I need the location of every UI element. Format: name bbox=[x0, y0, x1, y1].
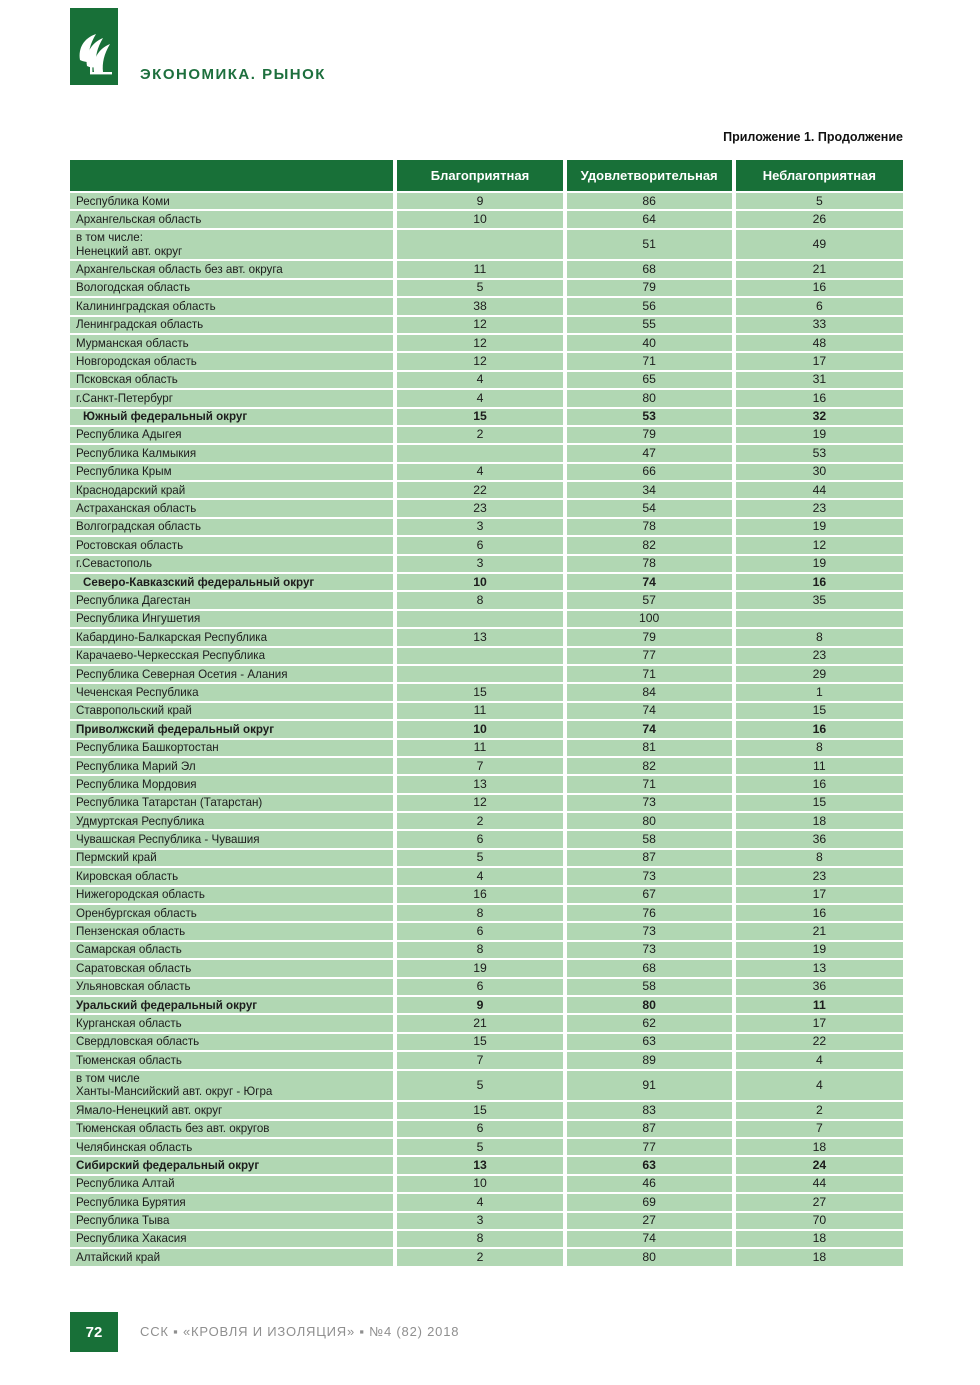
table-row bbox=[70, 665, 903, 683]
value-cell: 6 bbox=[395, 536, 564, 554]
page-number-badge: 72 bbox=[70, 1312, 118, 1352]
table-row bbox=[70, 610, 903, 628]
value-cell: 26 bbox=[734, 210, 903, 228]
value-cell: 73 bbox=[565, 794, 734, 812]
region-name-cell: Тюменская область без авт. округов bbox=[70, 1120, 395, 1138]
value-cell bbox=[395, 647, 564, 665]
region-name-cell: Чеченская Республика bbox=[70, 683, 395, 701]
value-cell: 12 bbox=[395, 794, 564, 812]
value-cell bbox=[395, 229, 564, 261]
value-cell: 63 bbox=[565, 1156, 734, 1174]
region-name-cell: Оренбургская область bbox=[70, 904, 395, 922]
table-row bbox=[70, 996, 903, 1014]
region-name-cell: Пензенская область bbox=[70, 922, 395, 940]
table-row bbox=[70, 389, 903, 407]
value-cell: 86 bbox=[565, 192, 734, 210]
value-cell: 18 bbox=[734, 812, 903, 830]
value-cell: 79 bbox=[565, 279, 734, 297]
region-name-cell: Свердловская область bbox=[70, 1033, 395, 1051]
region-name-cell: Республика Дагестан bbox=[70, 591, 395, 609]
value-cell: 34 bbox=[565, 481, 734, 499]
table-row bbox=[70, 408, 903, 426]
value-cell: 3 bbox=[395, 555, 564, 573]
value-cell: 77 bbox=[565, 647, 734, 665]
table-row bbox=[70, 830, 903, 848]
value-cell: 4 bbox=[395, 867, 564, 885]
value-cell: 8 bbox=[395, 904, 564, 922]
table-row bbox=[70, 849, 903, 867]
region-name-cell: Ленинградская область bbox=[70, 316, 395, 334]
value-cell: 31 bbox=[734, 371, 903, 389]
region-name-cell: Самарская область bbox=[70, 941, 395, 959]
value-cell: 2 bbox=[395, 812, 564, 830]
region-name-cell: Ростовская область bbox=[70, 536, 395, 554]
table-row bbox=[70, 334, 903, 352]
table-row bbox=[70, 481, 903, 499]
table-row bbox=[70, 536, 903, 554]
value-cell: 10 bbox=[395, 573, 564, 591]
value-cell: 3 bbox=[395, 1212, 564, 1230]
region-name-cell: Карачаево-Черкесская Республика bbox=[70, 647, 395, 665]
value-cell: 79 bbox=[565, 628, 734, 646]
region-name-cell: Республика Ингушетия bbox=[70, 610, 395, 628]
value-cell: 13 bbox=[395, 775, 564, 793]
value-cell: 91 bbox=[565, 1070, 734, 1102]
value-cell: 2 bbox=[395, 426, 564, 444]
region-name-cell: Республика Калмыкия bbox=[70, 444, 395, 462]
table-row bbox=[70, 794, 903, 812]
value-cell: 64 bbox=[565, 210, 734, 228]
value-cell: 71 bbox=[565, 352, 734, 370]
appendix-note: Приложение 1. Продолжение bbox=[723, 130, 903, 144]
value-cell: 44 bbox=[734, 1175, 903, 1193]
table-row bbox=[70, 959, 903, 977]
region-name-cell: Архангельская область без авт. округа bbox=[70, 260, 395, 278]
value-cell: 30 bbox=[734, 463, 903, 481]
value-cell: 89 bbox=[565, 1051, 734, 1069]
value-cell: 83 bbox=[565, 1101, 734, 1119]
table-row bbox=[70, 499, 903, 517]
value-cell: 74 bbox=[565, 1230, 734, 1248]
value-cell: 62 bbox=[565, 1014, 734, 1032]
value-cell: 11 bbox=[395, 260, 564, 278]
table-row bbox=[70, 739, 903, 757]
value-cell: 19 bbox=[734, 555, 903, 573]
region-name-cell: Тюменская область bbox=[70, 1051, 395, 1069]
region-name-cell: Саратовская область bbox=[70, 959, 395, 977]
table-row bbox=[70, 279, 903, 297]
value-cell: 47 bbox=[565, 444, 734, 462]
value-cell: 13 bbox=[395, 628, 564, 646]
region-name-cell: Республика Татарстан (Татарстан) bbox=[70, 794, 395, 812]
value-cell: 16 bbox=[734, 279, 903, 297]
value-cell: 51 bbox=[565, 229, 734, 261]
value-cell: 79 bbox=[565, 426, 734, 444]
value-cell: 68 bbox=[565, 260, 734, 278]
value-cell: 21 bbox=[734, 922, 903, 940]
table-row bbox=[70, 702, 903, 720]
value-cell: 3 bbox=[395, 518, 564, 536]
table-row bbox=[70, 867, 903, 885]
value-cell: 87 bbox=[565, 849, 734, 867]
section-title: ЭКОНОМИКА. РЫНОК bbox=[140, 66, 326, 83]
region-name-cell: Псковская область bbox=[70, 371, 395, 389]
value-cell: 4 bbox=[395, 1193, 564, 1211]
value-cell: 36 bbox=[734, 830, 903, 848]
region-name-cell: Пермский край bbox=[70, 849, 395, 867]
region-name-cell: Ульяновская область bbox=[70, 978, 395, 996]
table-row bbox=[70, 573, 903, 591]
region-name-cell: Нижегородская область bbox=[70, 886, 395, 904]
table-row bbox=[70, 978, 903, 996]
region-name-cell: Уральский федеральный округ bbox=[70, 996, 395, 1014]
value-cell: 4 bbox=[395, 389, 564, 407]
value-cell: 58 bbox=[565, 830, 734, 848]
value-cell: 16 bbox=[395, 886, 564, 904]
value-cell: 84 bbox=[565, 683, 734, 701]
region-name-cell: Республика Хакасия bbox=[70, 1230, 395, 1248]
region-name-cell: Республика Бурятия bbox=[70, 1193, 395, 1211]
table-row bbox=[70, 1193, 903, 1211]
value-cell: 16 bbox=[734, 573, 903, 591]
region-name-cell: Республика Башкортостан bbox=[70, 739, 395, 757]
table-row bbox=[70, 444, 903, 462]
value-cell: 18 bbox=[734, 1248, 903, 1265]
value-cell: 23 bbox=[395, 499, 564, 517]
region-name-cell: Волгоградская область bbox=[70, 518, 395, 536]
column-header-favorable: Благоприятная bbox=[395, 160, 564, 192]
value-cell: 16 bbox=[734, 904, 903, 922]
region-name-cell: Республика Адыгея bbox=[70, 426, 395, 444]
table-row bbox=[70, 1248, 903, 1265]
table-row bbox=[70, 757, 903, 775]
value-cell bbox=[734, 610, 903, 628]
value-cell: 16 bbox=[734, 775, 903, 793]
table-row bbox=[70, 352, 903, 370]
value-cell: 11 bbox=[734, 996, 903, 1014]
region-name-cell: Республика Мордовия bbox=[70, 775, 395, 793]
value-cell: 19 bbox=[734, 426, 903, 444]
value-cell: 40 bbox=[565, 334, 734, 352]
region-name-cell: Ямало-Ненецкий авт. округ bbox=[70, 1101, 395, 1119]
value-cell: 4 bbox=[734, 1070, 903, 1102]
value-cell: 53 bbox=[565, 408, 734, 426]
value-cell: 15 bbox=[395, 683, 564, 701]
region-name-cell: Калининградская область bbox=[70, 297, 395, 315]
value-cell: 23 bbox=[734, 647, 903, 665]
value-cell: 16 bbox=[734, 389, 903, 407]
value-cell: 15 bbox=[734, 794, 903, 812]
value-cell: 74 bbox=[565, 573, 734, 591]
value-cell: 21 bbox=[395, 1014, 564, 1032]
region-name-cell: Северо-Кавказский федеральный округ bbox=[70, 573, 395, 591]
value-cell: 8 bbox=[395, 941, 564, 959]
value-cell: 4 bbox=[734, 1051, 903, 1069]
region-name-cell: г.Санкт-Петербург bbox=[70, 389, 395, 407]
value-cell: 5 bbox=[395, 1138, 564, 1156]
value-cell: 54 bbox=[565, 499, 734, 517]
region-name-cell: в том числе: Ненецкий авт. округ bbox=[70, 229, 395, 261]
region-name-cell: Новгородская область bbox=[70, 352, 395, 370]
value-cell: 67 bbox=[565, 886, 734, 904]
value-cell: 58 bbox=[565, 978, 734, 996]
value-cell: 4 bbox=[395, 463, 564, 481]
value-cell: 9 bbox=[395, 996, 564, 1014]
value-cell: 15 bbox=[395, 408, 564, 426]
value-cell: 68 bbox=[565, 959, 734, 977]
table-row bbox=[70, 1138, 903, 1156]
value-cell: 49 bbox=[734, 229, 903, 261]
value-cell: 82 bbox=[565, 757, 734, 775]
value-cell: 29 bbox=[734, 665, 903, 683]
table-row bbox=[70, 591, 903, 609]
value-cell: 17 bbox=[734, 1014, 903, 1032]
table-row bbox=[70, 1120, 903, 1138]
value-cell: 80 bbox=[565, 996, 734, 1014]
region-column-header bbox=[70, 160, 395, 192]
region-name-cell: Алтайский край bbox=[70, 1248, 395, 1265]
value-cell: 19 bbox=[395, 959, 564, 977]
value-cell: 74 bbox=[565, 720, 734, 738]
value-cell: 12 bbox=[395, 352, 564, 370]
value-cell: 74 bbox=[565, 702, 734, 720]
table-body bbox=[70, 192, 903, 1266]
value-cell: 9 bbox=[395, 192, 564, 210]
value-cell: 22 bbox=[734, 1033, 903, 1051]
value-cell: 7 bbox=[734, 1120, 903, 1138]
table-header-row bbox=[70, 160, 903, 192]
region-name-cell: Чувашская Республика - Чувашия bbox=[70, 830, 395, 848]
value-cell: 8 bbox=[734, 628, 903, 646]
value-cell: 17 bbox=[734, 352, 903, 370]
value-cell: 5 bbox=[395, 849, 564, 867]
value-cell: 80 bbox=[565, 812, 734, 830]
region-name-cell: Республика Коми bbox=[70, 192, 395, 210]
table-row bbox=[70, 1070, 903, 1102]
value-cell: 4 bbox=[395, 371, 564, 389]
footer-journal-line: ССК ▪ «КРОВЛЯ И ИЗОЛЯЦИЯ» ▪ №4 (82) 2018 bbox=[140, 1324, 460, 1339]
region-name-cell: Республика Алтай bbox=[70, 1175, 395, 1193]
table-row bbox=[70, 371, 903, 389]
table-row bbox=[70, 720, 903, 738]
value-cell: 5 bbox=[395, 1070, 564, 1102]
value-cell bbox=[395, 610, 564, 628]
value-cell: 66 bbox=[565, 463, 734, 481]
value-cell: 8 bbox=[395, 591, 564, 609]
table-row bbox=[70, 647, 903, 665]
value-cell: 71 bbox=[565, 775, 734, 793]
value-cell: 10 bbox=[395, 210, 564, 228]
table-row bbox=[70, 886, 903, 904]
value-cell: 44 bbox=[734, 481, 903, 499]
region-name-cell: Приволжский федеральный округ bbox=[70, 720, 395, 738]
value-cell: 80 bbox=[565, 389, 734, 407]
table-row bbox=[70, 192, 903, 210]
region-name-cell: Архангельская область bbox=[70, 210, 395, 228]
value-cell: 15 bbox=[734, 702, 903, 720]
value-cell: 57 bbox=[565, 591, 734, 609]
value-cell: 13 bbox=[734, 959, 903, 977]
value-cell: 5 bbox=[395, 279, 564, 297]
value-cell: 6 bbox=[395, 978, 564, 996]
value-cell: 17 bbox=[734, 886, 903, 904]
value-cell: 65 bbox=[565, 371, 734, 389]
table-row bbox=[70, 426, 903, 444]
value-cell: 19 bbox=[734, 518, 903, 536]
table-row bbox=[70, 1014, 903, 1032]
value-cell bbox=[395, 665, 564, 683]
region-name-cell: Республика Северная Осетия - Алания bbox=[70, 665, 395, 683]
value-cell: 11 bbox=[734, 757, 903, 775]
table-row bbox=[70, 463, 903, 481]
table-row bbox=[70, 1051, 903, 1069]
value-cell: 73 bbox=[565, 867, 734, 885]
table-row bbox=[70, 775, 903, 793]
value-cell: 18 bbox=[734, 1230, 903, 1248]
table-row bbox=[70, 316, 903, 334]
value-cell: 5 bbox=[734, 192, 903, 210]
table-row bbox=[70, 210, 903, 228]
table-row bbox=[70, 904, 903, 922]
region-name-cell: Кировская область bbox=[70, 867, 395, 885]
value-cell: 87 bbox=[565, 1120, 734, 1138]
value-cell: 11 bbox=[395, 739, 564, 757]
value-cell: 78 bbox=[565, 555, 734, 573]
value-cell: 48 bbox=[734, 334, 903, 352]
value-cell: 13 bbox=[395, 1156, 564, 1174]
table-row bbox=[70, 297, 903, 315]
region-name-cell: Курганская область bbox=[70, 1014, 395, 1032]
regions-table bbox=[70, 160, 903, 1266]
value-cell: 12 bbox=[395, 316, 564, 334]
value-cell: 73 bbox=[565, 922, 734, 940]
column-header-unfavorable: Неблагоприятная bbox=[734, 160, 903, 192]
region-name-cell: Кабардино-Балкарская Республика bbox=[70, 628, 395, 646]
value-cell: 22 bbox=[395, 481, 564, 499]
table-row bbox=[70, 229, 903, 261]
value-cell: 23 bbox=[734, 499, 903, 517]
value-cell: 16 bbox=[734, 720, 903, 738]
value-cell: 81 bbox=[565, 739, 734, 757]
value-cell: 6 bbox=[395, 922, 564, 940]
value-cell: 18 bbox=[734, 1138, 903, 1156]
value-cell: 15 bbox=[395, 1101, 564, 1119]
table-row bbox=[70, 1175, 903, 1193]
value-cell: 56 bbox=[565, 297, 734, 315]
value-cell: 6 bbox=[395, 830, 564, 848]
value-cell: 2 bbox=[395, 1248, 564, 1265]
table-row bbox=[70, 683, 903, 701]
region-name-cell: Ставропольский край bbox=[70, 702, 395, 720]
value-cell: 8 bbox=[734, 849, 903, 867]
table-row bbox=[70, 260, 903, 278]
value-cell: 6 bbox=[395, 1120, 564, 1138]
value-cell bbox=[395, 444, 564, 462]
value-cell: 80 bbox=[565, 1248, 734, 1265]
region-name-cell: Республика Крым bbox=[70, 463, 395, 481]
value-cell: 32 bbox=[734, 408, 903, 426]
value-cell: 46 bbox=[565, 1175, 734, 1193]
region-name-cell: Республика Тыва bbox=[70, 1212, 395, 1230]
value-cell: 53 bbox=[734, 444, 903, 462]
table-row bbox=[70, 518, 903, 536]
value-cell: 69 bbox=[565, 1193, 734, 1211]
region-name-cell: Сибирский федеральный округ bbox=[70, 1156, 395, 1174]
value-cell: 100 bbox=[565, 610, 734, 628]
value-cell: 35 bbox=[734, 591, 903, 609]
value-cell: 63 bbox=[565, 1033, 734, 1051]
value-cell: 78 bbox=[565, 518, 734, 536]
value-cell: 71 bbox=[565, 665, 734, 683]
value-cell: 19 bbox=[734, 941, 903, 959]
table-row bbox=[70, 812, 903, 830]
cck-leaf-logo-icon bbox=[70, 8, 118, 85]
value-cell: 33 bbox=[734, 316, 903, 334]
table-row bbox=[70, 922, 903, 940]
value-cell: 1 bbox=[734, 683, 903, 701]
value-cell: 77 bbox=[565, 1138, 734, 1156]
region-name-cell: Южный федеральный округ bbox=[70, 408, 395, 426]
value-cell: 82 bbox=[565, 536, 734, 554]
value-cell: 27 bbox=[734, 1193, 903, 1211]
value-cell: 73 bbox=[565, 941, 734, 959]
value-cell: 12 bbox=[734, 536, 903, 554]
region-name-cell: г.Севастополь bbox=[70, 555, 395, 573]
value-cell: 12 bbox=[395, 334, 564, 352]
value-cell: 24 bbox=[734, 1156, 903, 1174]
column-header-satisfactory: Удовлетворительная bbox=[565, 160, 734, 192]
region-name-cell: Астраханская область bbox=[70, 499, 395, 517]
table-row bbox=[70, 1156, 903, 1174]
value-cell: 7 bbox=[395, 757, 564, 775]
value-cell: 8 bbox=[734, 739, 903, 757]
value-cell: 11 bbox=[395, 702, 564, 720]
region-name-cell: в том числе Ханты-Мансийский авт. округ - Югра bbox=[70, 1070, 395, 1102]
value-cell: 6 bbox=[734, 297, 903, 315]
value-cell: 8 bbox=[395, 1230, 564, 1248]
region-name-cell: Мурманская область bbox=[70, 334, 395, 352]
value-cell: 70 bbox=[734, 1212, 903, 1230]
region-name-cell: Республика Марий Эл bbox=[70, 757, 395, 775]
value-cell: 21 bbox=[734, 260, 903, 278]
value-cell: 2 bbox=[734, 1101, 903, 1119]
value-cell: 7 bbox=[395, 1051, 564, 1069]
table-row bbox=[70, 555, 903, 573]
value-cell: 76 bbox=[565, 904, 734, 922]
table-row bbox=[70, 1033, 903, 1051]
value-cell: 15 bbox=[395, 1033, 564, 1051]
region-name-cell: Вологодская область bbox=[70, 279, 395, 297]
value-cell: 10 bbox=[395, 1175, 564, 1193]
value-cell: 38 bbox=[395, 297, 564, 315]
region-name-cell: Челябинская область bbox=[70, 1138, 395, 1156]
value-cell: 27 bbox=[565, 1212, 734, 1230]
table-row bbox=[70, 628, 903, 646]
table-row bbox=[70, 1230, 903, 1248]
table-row bbox=[70, 1101, 903, 1119]
value-cell: 36 bbox=[734, 978, 903, 996]
table-row bbox=[70, 1212, 903, 1230]
region-name-cell: Краснодарский край bbox=[70, 481, 395, 499]
value-cell: 23 bbox=[734, 867, 903, 885]
value-cell: 10 bbox=[395, 720, 564, 738]
value-cell: 55 bbox=[565, 316, 734, 334]
table-row bbox=[70, 941, 903, 959]
region-name-cell: Удмуртская Республика bbox=[70, 812, 395, 830]
